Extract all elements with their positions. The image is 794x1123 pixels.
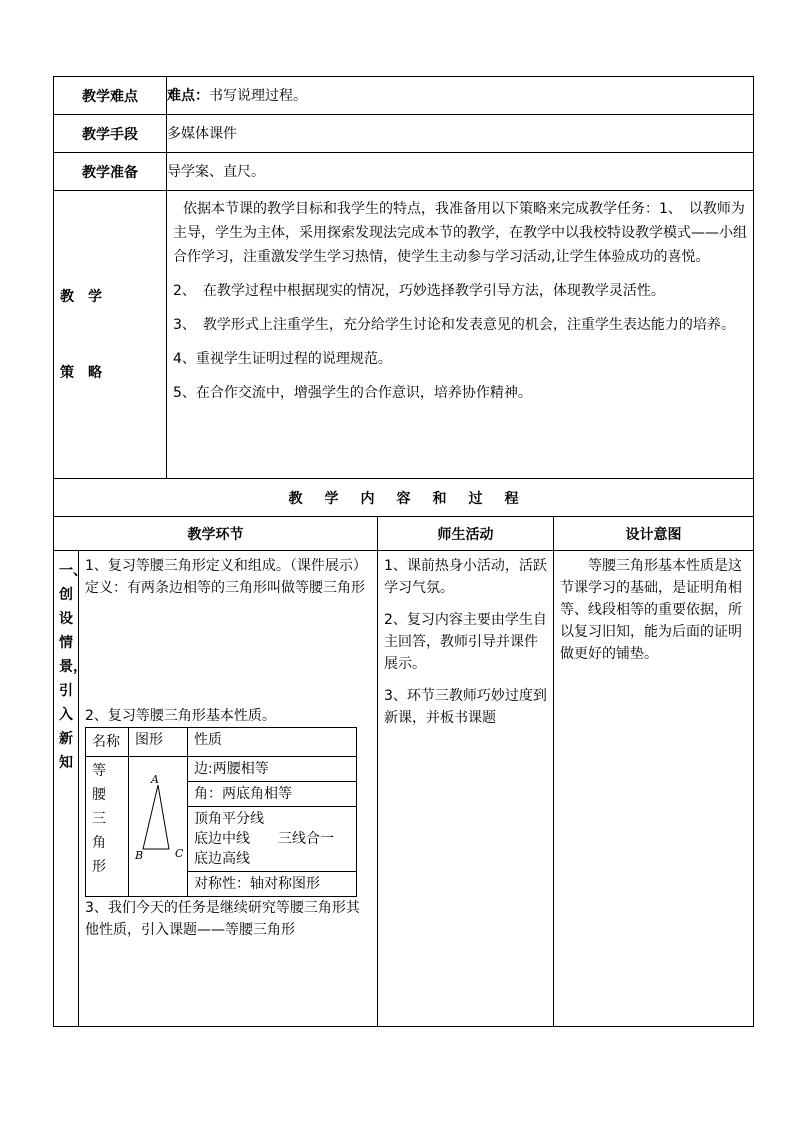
- header-intent: 设计意图: [554, 517, 754, 551]
- label-prep: 教学准备: [54, 153, 167, 191]
- row-section-1: [54, 551, 754, 1027]
- properties-name: [86, 757, 129, 897]
- label-means: 教学手段: [54, 115, 167, 153]
- property-lines-3: 底边高线: [194, 851, 250, 867]
- vertex-b-label: B: [135, 849, 144, 862]
- section1-intent: 等腰三角形基本性质是这节课学习的基础，是证明角相等、线段相等的重要依据，所以复习旧知，能为后面的证明做更好的铺垫。: [554, 551, 754, 1027]
- section1-vertical-title: 一、创设情景，引入新知: [59, 563, 87, 771]
- row-strategy: [54, 191, 754, 479]
- row-means: [54, 115, 754, 153]
- properties-table: [85, 727, 357, 897]
- vertex-a-label: A: [151, 773, 159, 786]
- properties-name-text: 等腰三角形: [92, 763, 106, 875]
- triangle-shape: [143, 785, 169, 849]
- strategy-item-4: 4、重视学生证明过程的说理规范。: [173, 351, 392, 367]
- strategy-item-5: 5、在合作交流中，增强学生的合作意识，培养协作精神。: [173, 385, 532, 401]
- property-symmetry: 对称性：轴对称图形: [188, 872, 357, 897]
- strategy-label-line1: 教 学: [60, 288, 102, 305]
- strategy-label-line2: 策 略: [60, 364, 102, 381]
- value-means: 多媒体课件: [167, 115, 754, 153]
- strategy-item-3: 3、 教学形式上注重学生，充分给学生讨论和发表意见的机会，注重学生表达能力的培养。: [173, 317, 735, 333]
- section1-para3: 2、复习等腰三角形基本性质。: [85, 708, 276, 724]
- property-lines-1: 顶角平分线: [194, 811, 264, 827]
- vertex-c-label: C: [175, 847, 184, 860]
- section1-title-cell: [54, 551, 87, 1027]
- properties-header-figure: 图形: [129, 728, 188, 757]
- property-three-lines: [188, 807, 357, 872]
- section1-para4: 3、我们今天的任务是继续研究等腰三角形其他性质，引入课题——等腰三角形: [85, 900, 360, 938]
- difficulty-text: 书写说理过程。: [209, 87, 307, 104]
- section1-para1: 1、复习等腰三角形定义和组成。（课件展示）: [85, 558, 367, 574]
- isosceles-triangle-diagram: [129, 757, 187, 887]
- lesson-plan-table: [53, 76, 754, 1027]
- triangle-figure: [129, 757, 188, 897]
- activity-item-2: 2、复习内容主要由学生自主回答，教师引导并课件展示。: [384, 612, 547, 672]
- property-lines-2: 底边中线 三线合一: [194, 831, 334, 847]
- row-column-headers: [54, 517, 754, 551]
- label-difficulty: 教学难点: [54, 77, 167, 115]
- property-edge: 边:两腰相等: [188, 757, 357, 782]
- lesson-plan-page: [53, 76, 753, 1027]
- header-activity: 师生活动: [378, 517, 554, 551]
- strategy-item-1: 依据本节课的教学目标和我学生的特点，我准备用以下策略来完成教学任务：1、 以教师为主导，学生为主体，采用探索发现法完成本节的教学，在教学中以我校特设教学模式——小组合作学习，注重激发学生学习热情，使学生主动参与学习活动,让学生体验成功的喜悦。: [173, 201, 747, 265]
- strategy-item-2: 2、 在教学过程中根据现实的情况，巧妙选择教学引导方法，体现教学灵活性。: [173, 283, 665, 299]
- section1-stage-content: [79, 551, 378, 1027]
- value-prep: 导学案、直尺。: [167, 153, 754, 191]
- activity-item-3: 3、环节三教师巧妙过度到新课，并板书课题: [384, 688, 547, 726]
- value-difficulty: [167, 77, 754, 115]
- difficulty-prefix: 难点：: [167, 87, 209, 104]
- row-prep: [54, 153, 754, 191]
- label-strategy: [54, 191, 167, 479]
- properties-header-name: 名称: [86, 728, 129, 757]
- strategy-content: [167, 191, 754, 479]
- property-angle: 角：两底角相等: [188, 782, 357, 807]
- section1-para2: 定义：有两条边相等的三角形叫做等腰三角形: [85, 580, 365, 596]
- process-title: 教学内容和过程: [54, 479, 754, 517]
- section1-activity: [378, 551, 554, 1027]
- properties-header-property: 性质: [188, 728, 357, 757]
- row-process-title: [54, 479, 754, 517]
- row-difficulty: [54, 77, 754, 115]
- activity-item-1: 1、课前热身小活动，活跃学习气氛。: [384, 558, 547, 596]
- header-stage: 教学环节: [54, 517, 378, 551]
